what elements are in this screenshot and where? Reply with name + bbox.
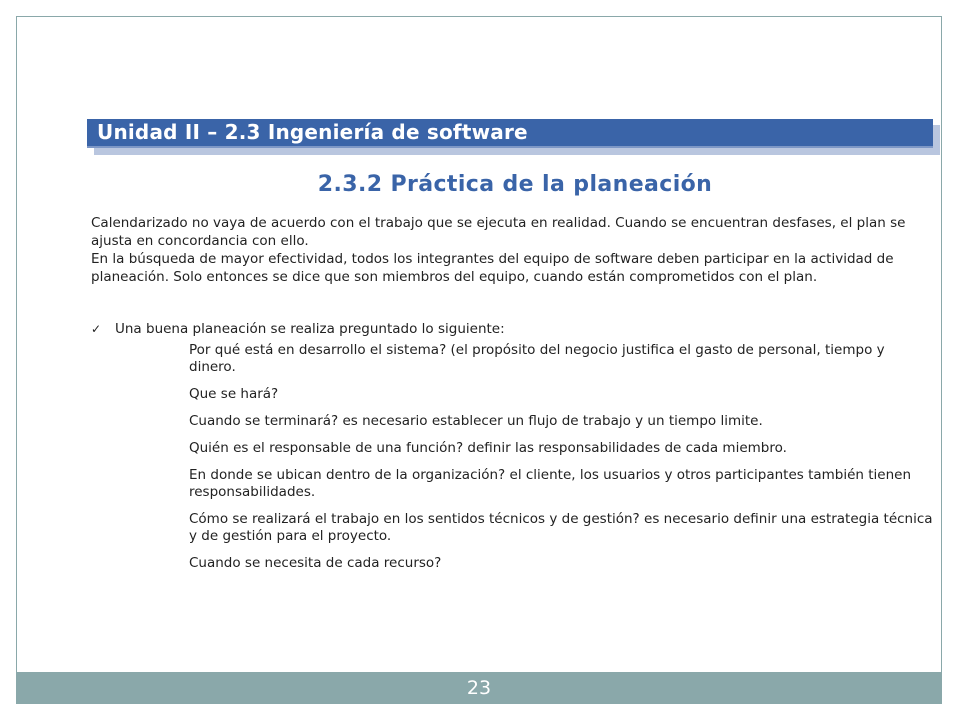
page-number: 23 (466, 677, 492, 699)
question-item: Cuando se necesita de cada recurso? (189, 555, 442, 571)
footer-bar (16, 672, 942, 704)
question-list (189, 342, 934, 582)
paragraph-2: En la búsqueda de mayor efectividad, todos los integrantes del equipo de software deben participar en la actividad de planeación. Solo entonces se dice que son miembros del equipo, cuando están comprometidos con el plan. (91, 251, 894, 285)
unit-title: Unidad II – 2.3 Ingeniería de software (97, 120, 528, 144)
question-item: Cuando se terminará? es necesario establecer un flujo de trabajo y un tiempo limite. (189, 413, 763, 429)
question-item: Cómo se realizará el trabajo en los sentidos técnicos y de gestión? es necesario definir una estrategia técnica y de gestión para el proyecto. (189, 511, 933, 544)
paragraph-1: Calendarizado no vaya de acuerdo con el trabajo que se ejecuta en realidad. Cuando se encuentran desfases, el plan se ajusta en concordancia con ello. (91, 215, 906, 249)
question-item: Que se hará? (189, 386, 279, 402)
checklist-intro (91, 320, 921, 338)
intro-text (91, 214, 921, 286)
checkmark-icon: ✓ (91, 322, 102, 336)
unit-banner (87, 119, 933, 148)
question-item: Quién es el responsable de una función? definir las responsabilidades de cada miembro. (189, 440, 787, 456)
checklist-intro-text: Una buena planeación se realiza preguntado lo siguiente: (115, 321, 505, 337)
question-item: En donde se ubican dentro de la organización? el cliente, los usuarios y otros participantes también tienen responsabilidades. (189, 467, 912, 500)
question-item: Por qué está en desarrollo el sistema? (el propósito del negocio justifica el gasto de personal, tiempo y dinero. (189, 342, 885, 375)
section-title: 2.3.2 Práctica de la planeación (317, 172, 713, 197)
